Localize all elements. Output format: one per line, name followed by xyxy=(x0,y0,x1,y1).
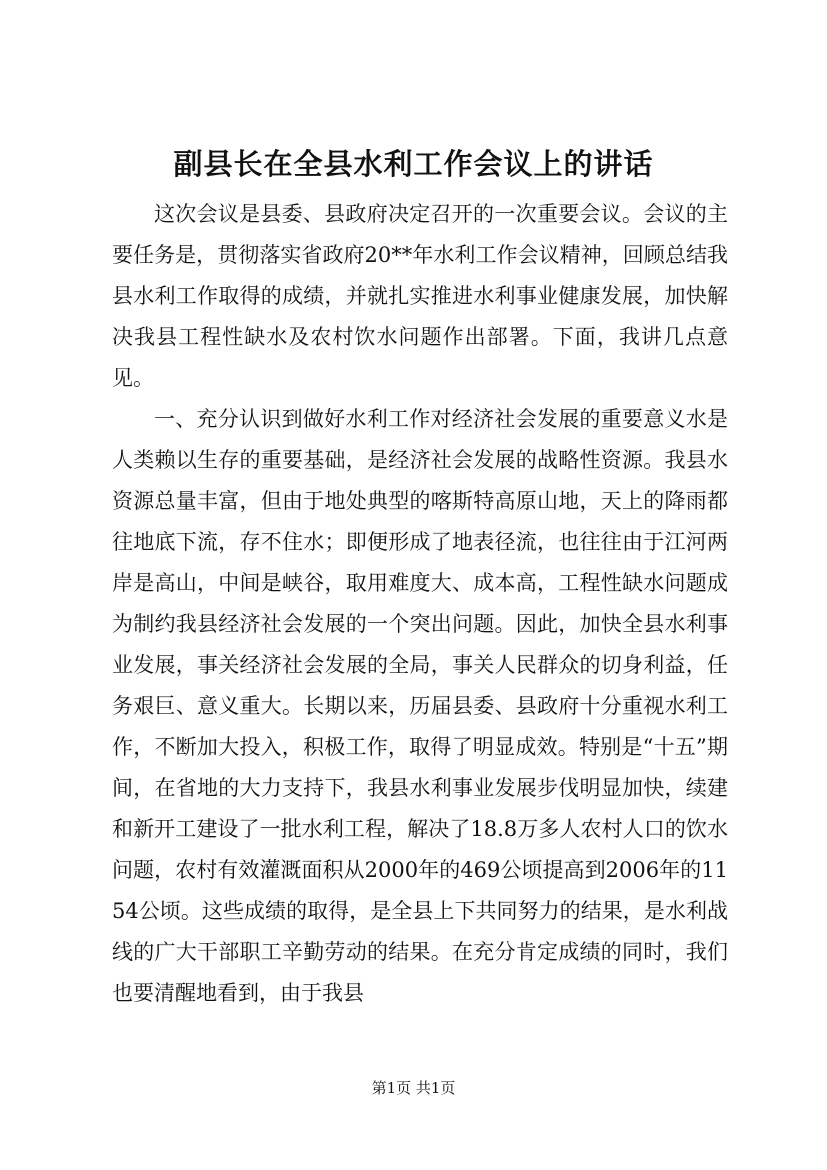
paragraph-section-one: 一、充分认识到做好水利工作对经济社会发展的重要意义水是人类赖以生存的重要基础，是经济社会发展的战略性资源。我县水资源总量丰富，但由于地处典型的喀斯特高原山地，天上的降雨都往地底下流，存不住水；即便形成了地表径流，也往往由于江河两岸是高山，中间是峡谷，取用难度大、成本高，工程性缺水问题成为制约我县经济社会发展的一个突出问题。因此，加快全县水利事业发展，事关经济社会发展的全局，事关人民群众的切身利益，任务艰巨、意义重大。长期以来，历届县委、县政府十分重视水利工作，不断加大投入，积极工作，取得了明显成效。特别是“十五”期间，在省地的大力支持下，我县水利事业发展步伐明显加快，续建和新开工建设了一批水利工程，解决了18.8万多人农村人口的饮水问题，农村有效灌溉面积从2000年的469公顷提高到2006年的1154公顷。这些成绩的取得，是全县上下共同努力的结果，是水利战线的广大干部职工辛勤劳动的结果。在充分肯定成绩的同时，我们也要清醒地看到，由于我县 xyxy=(112,407,728,1005)
document-title: 副县长在全县水利工作会议上的讲话 xyxy=(173,147,654,181)
page-footer: 第1页 共1页 xyxy=(371,1079,456,1097)
paragraph-intro: 这次会议是县委、县政府决定召开的一次重要会议。会议的主要任务是，贯彻落实省政府20**年水利工作会议精神，回顾总结我县水利工作取得的成绩，并就扎实推进水利事业健康发展，加快解决我县工程性缺水及农村饮水问题作出部署。下面，我讲几点意见。 xyxy=(112,202,728,390)
document-body xyxy=(112,194,728,1014)
